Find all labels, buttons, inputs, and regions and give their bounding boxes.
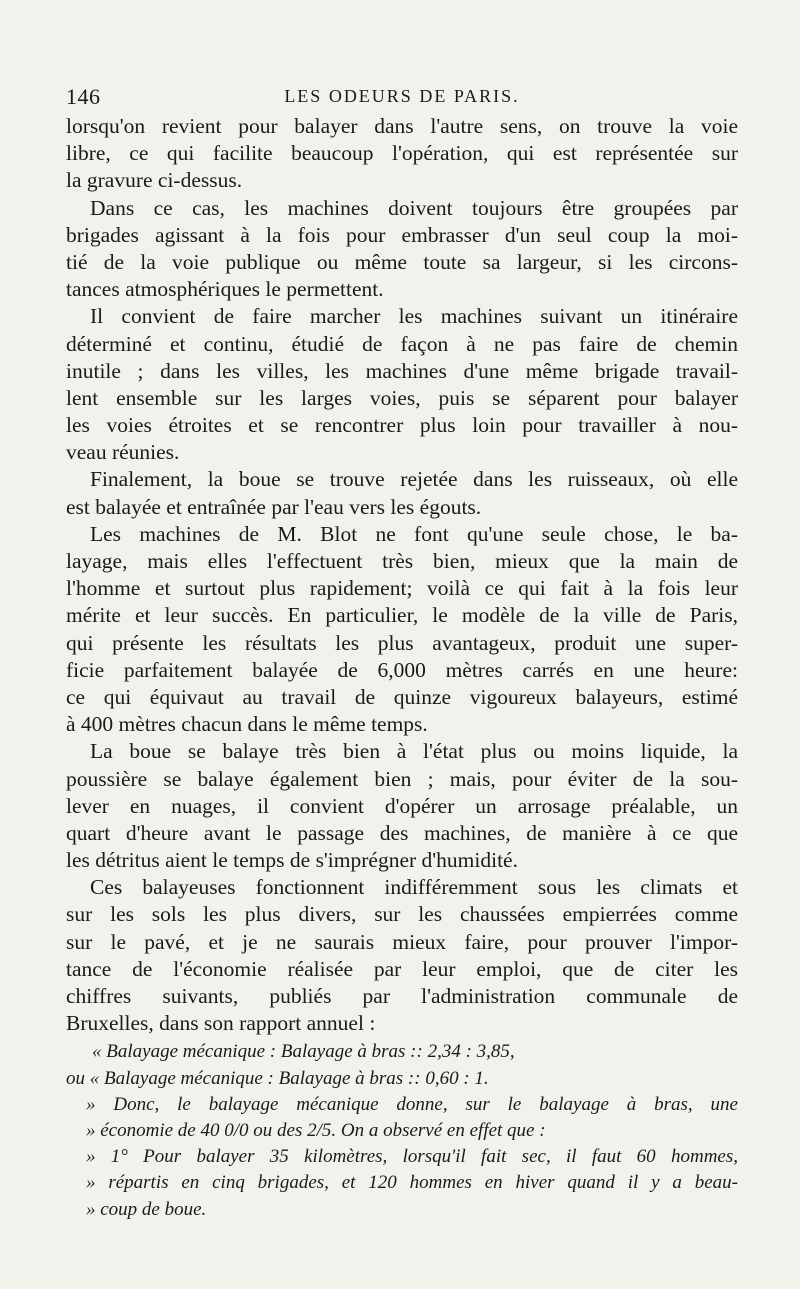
citation-line: » 1° Pour balayer 35 kilomètres, lorsqu'il fait sec, il faut 60 hommes, (86, 1146, 738, 1168)
text-line: mérite et leur succès. En particulier, le modèle de la ville de Paris, (66, 603, 738, 628)
text-line: tances atmosphériques le permettent. (66, 277, 384, 302)
text-line: layage, mais elles l'effectuent très bien, mieux que la main de (66, 549, 738, 573)
text-line: à 400 mètres chacun dans le même temps. (66, 712, 428, 737)
text-line: ficie parfaitement balayée de 6,000 mètres carrés en une heure: (66, 657, 738, 682)
text-line: sur le pavé, et je ne saurais mieux faire, pour prouver l'impor- (66, 929, 738, 954)
text-line: déterminé et continu, étudié de façon à ne pas faire de chemin (66, 331, 738, 356)
text-line: Finalement, la boue se trouve rejetée dans les ruisseaux, où elle (90, 467, 738, 492)
citation-line: » répartis en cinq brigades, et 120 hommes en hiver quand il y a beau- (86, 1172, 738, 1194)
text-line: sur les sols les plus divers, sur les chaussées empierrées comme (66, 902, 738, 927)
quoted-report (66, 1039, 738, 1222)
text-line: quart d'heure avant le passage des machines, de manière à ce que (66, 820, 738, 845)
text-line: les voies étroites et se rencontrer plus loin pour travailler à nou- (66, 413, 738, 438)
text-line: ce qui équivaut au travail de quinze vigoureux balayeurs, estimé (66, 684, 738, 709)
text-line: Ces balayeuses fonctionnent indifféremment sous les climats et (90, 875, 738, 900)
text-line: poussière se balaye également bien ; mais, pour éviter de la sou- (66, 766, 738, 791)
running-title: LES ODEURS DE PARIS. (284, 86, 520, 106)
text-line: tance de l'économie réalisée par leur emploi, que de citer les (66, 956, 738, 981)
text-line: libre, ce qui facilite beaucoup l'opération, qui est représentée sur (66, 141, 738, 166)
citation-line: ou « Balayage mécanique : Balayage à bras :: 0,60 : 1. (66, 1067, 489, 1089)
page-number: 146 (66, 84, 101, 109)
text-line: veau réunies. (66, 440, 180, 465)
text-line: lever en nuages, il convient d'opérer un arrosage préalable, un (66, 793, 738, 818)
text-line: tié de la voie publique ou même toute sa largeur, si les circons- (66, 249, 738, 274)
body-text (66, 113, 738, 1223)
text-line: les détritus aient le temps de s'imprégner d'humidité. (66, 848, 518, 873)
citation-line: » économie de 40 0/0 ou des 2/5. On a observé en effet que : (86, 1119, 546, 1141)
text-line: Bruxelles, dans son rapport annuel : (66, 1011, 376, 1036)
text-line: Les machines de M. Blot ne font qu'une seule chose, le ba- (90, 521, 738, 546)
text-line: qui présente les résultats les plus avantageux, produit une super- (66, 630, 738, 655)
text-line: Dans ce cas, les machines doivent toujours être groupées par (90, 195, 738, 220)
text-line: lent ensemble sur les larges voies, puis se séparent pour balayer (66, 385, 738, 410)
text-line: la gravure ci-dessus. (66, 168, 243, 193)
text-line: inutile ; dans les villes, les machines d'une même brigade travail- (66, 358, 738, 383)
text-line: La boue se balaye très bien à l'état plus ou moins liquide, la (90, 739, 738, 764)
text-line: chiffres suivants, publiés par l'administration communale de (66, 984, 738, 1008)
text-line: l'homme et surtout plus rapidement; voilà ce qui fait à la fois leur (66, 576, 738, 601)
citation-line: » coup de boue. (86, 1198, 207, 1220)
text-line: lorsqu'on revient pour balayer dans l'autre sens, on trouve la voie (66, 114, 738, 138)
text-line: est balayée et entraînée par l'eau vers les égouts. (66, 494, 482, 519)
citation-line: » Donc, le balayage mécanique donne, sur le balayage à bras, une (86, 1093, 738, 1115)
text-line: Il convient de faire marcher les machines suivant un itinéraire (90, 304, 738, 329)
text-line: brigades agissant à la fois pour embrasser d'un seul coup la moi- (66, 222, 738, 247)
page-header (66, 84, 738, 114)
citation-line: « Balayage mécanique : Balayage à bras :: 2,34 : 3,85, (92, 1041, 515, 1063)
